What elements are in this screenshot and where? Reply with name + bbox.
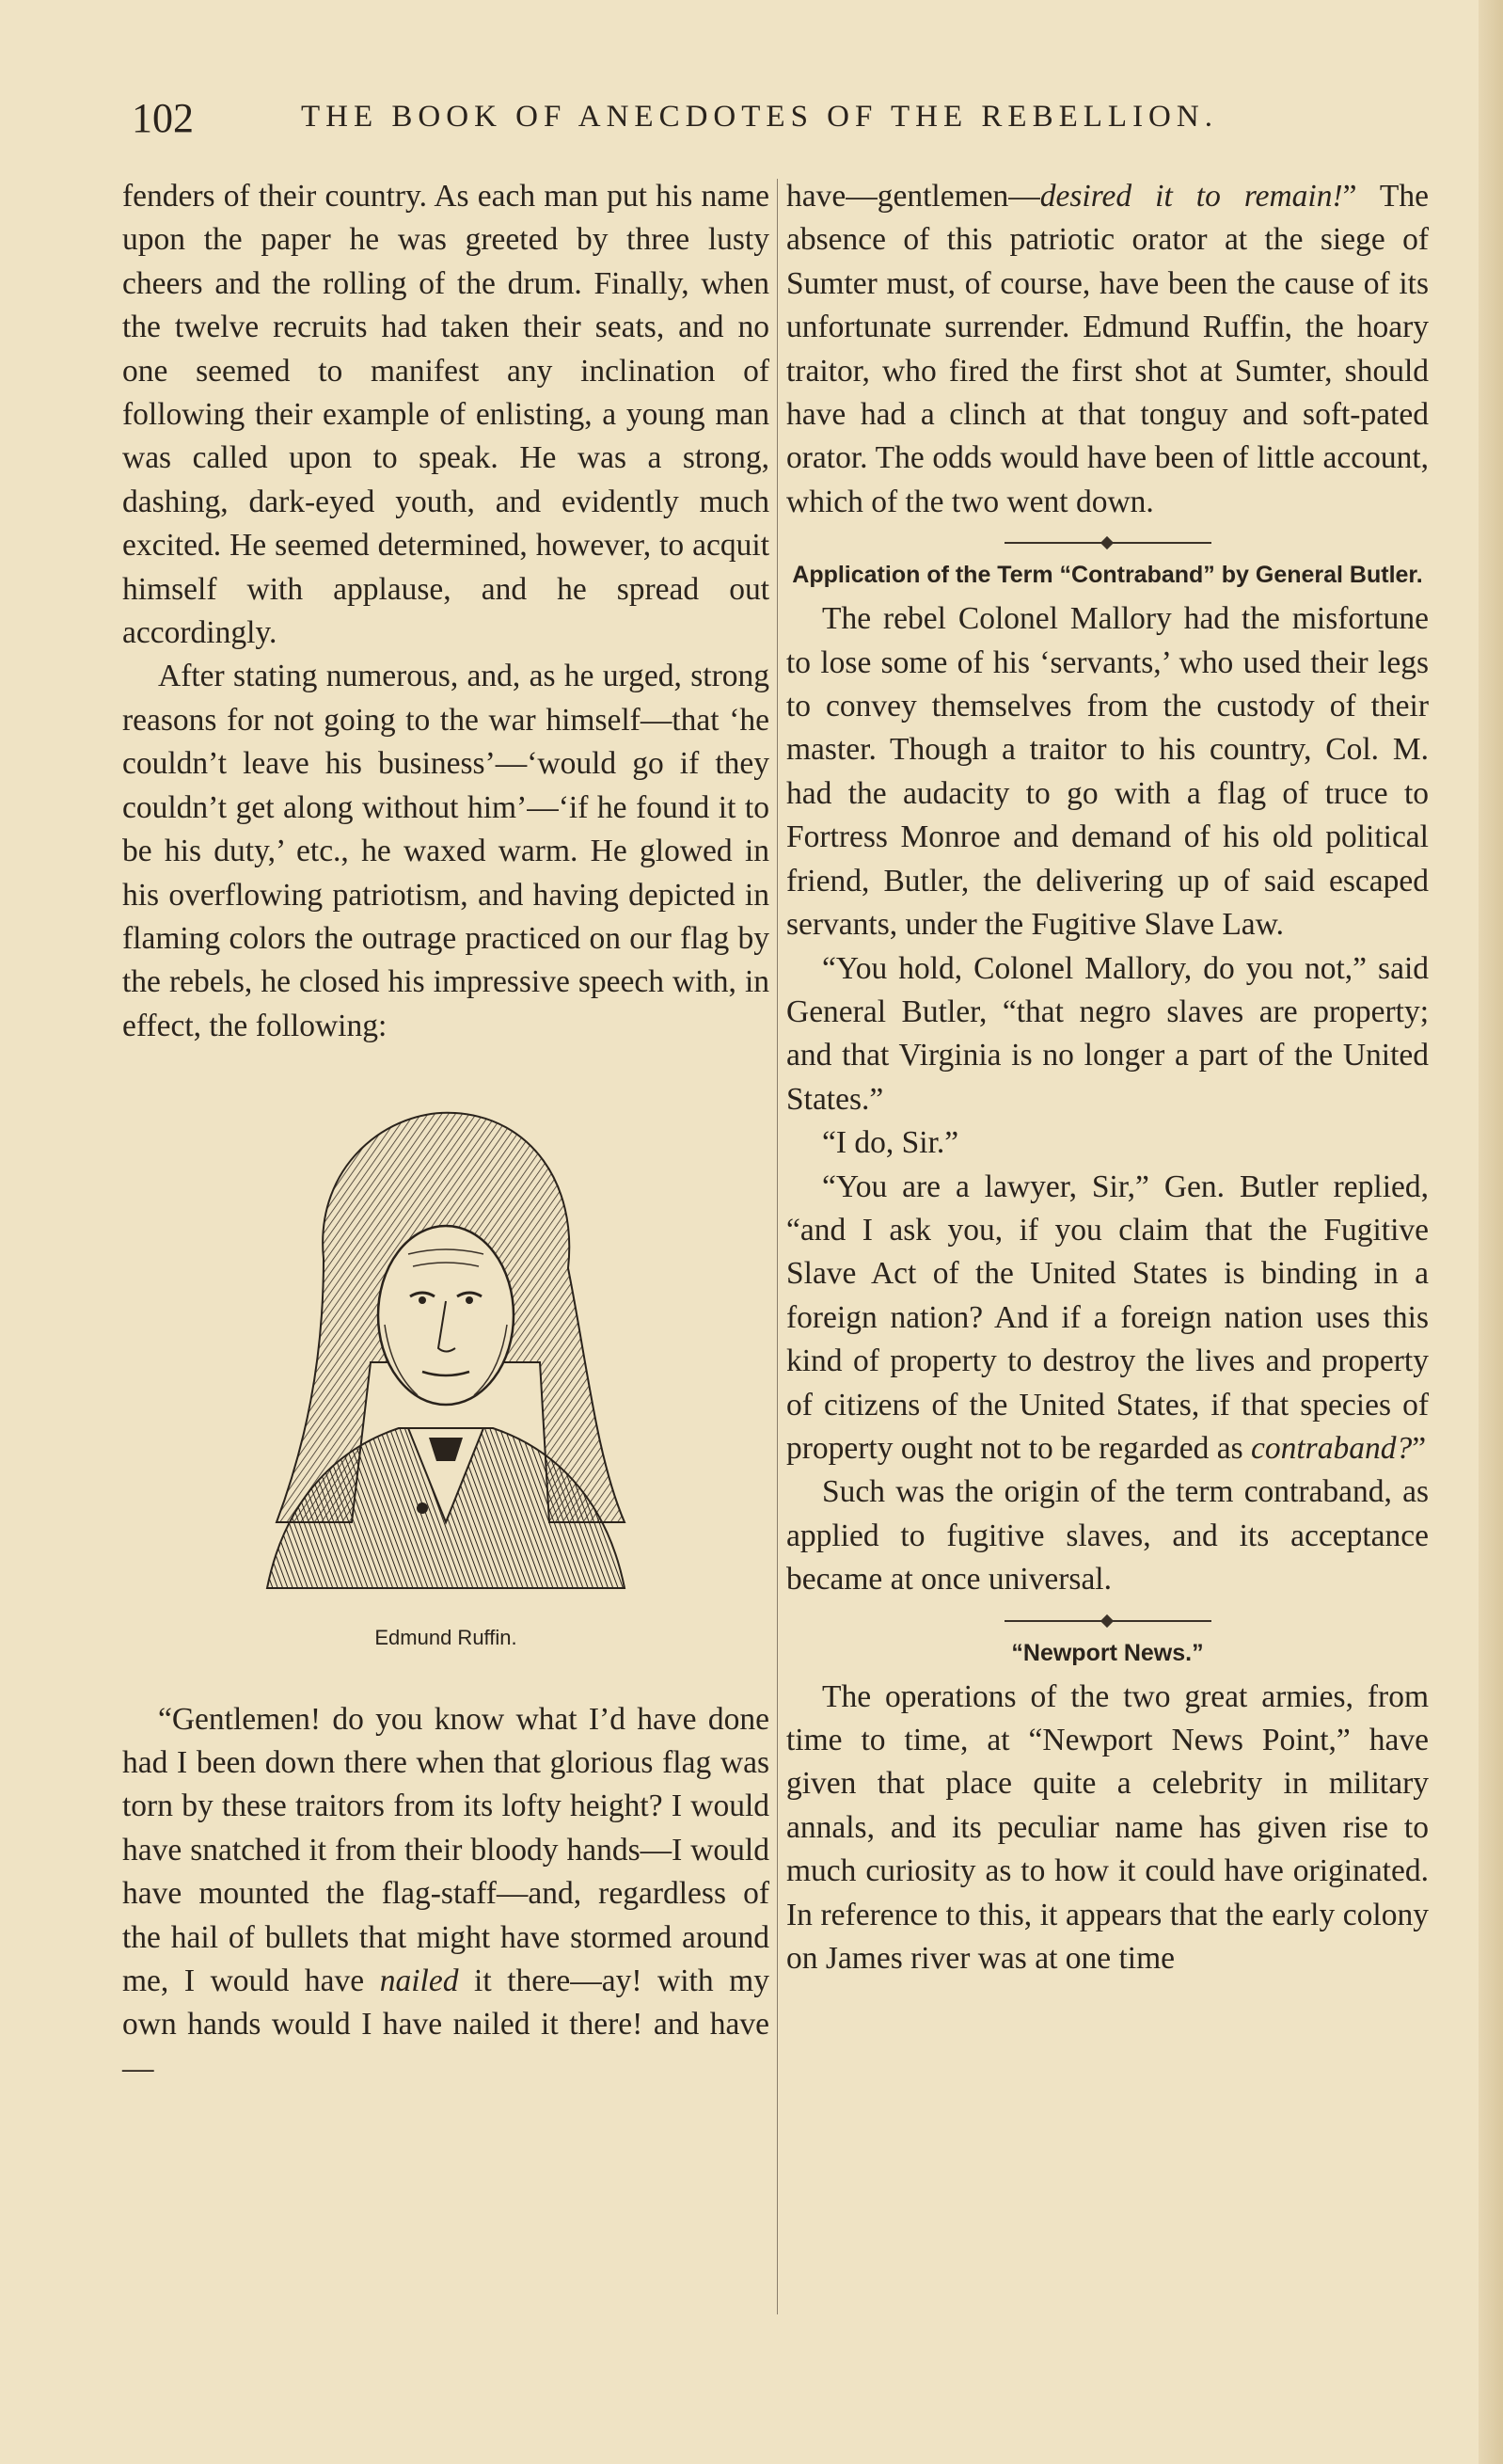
section-divider	[1005, 1612, 1211, 1630]
paragraph: The rebel Colonel Mallory had the misfortune to lose some of his ‘servants,’ who used their legs to convey themselves from the custody of their master. Though a traitor to his country, Col. M. had the audacity to go with a flag of truce to Fortress Monroe and demand of his old political friend, Butler, the delivering up of said escaped servants, under the Fugitive Slave Law.	[786, 601, 1429, 943]
paragraph	[786, 1166, 1429, 1471]
column-divider	[777, 179, 778, 2314]
text-run: ”	[1412, 1430, 1427, 1466]
text-run: “You are a lawyer, Sir,” Gen. Butler replied, “and I ask you, if you claim that the Fugitive Slave Act of the United States is binding in a foreign nation? And if a foreign nation uses this kind of property to destroy the lives and property of citizens of the United States, if that species of property ought not to be regarded as	[786, 1168, 1429, 1466]
paragraph: After stating numerous, and, as he urged, strong reasons for not going to the war himself—that ‘he couldn’t leave his business’—‘would go if they couldn’t get along without him’—‘if he found it to be his duty,’ etc., he waxed warm. He glowed in his overflowing patriotism, and having depicted in flaming colors the outrage practiced on our flag by the rebels, he closed his impressive speech with, in effect, the following:	[122, 659, 769, 1043]
paragraph	[786, 175, 1429, 524]
right-column	[786, 175, 1429, 1980]
text-run: “Gentlemen! do you know what I’d have done had I been down there when that glorious flag was torn by these traitors from its lofty height? I would have snatched it from their bloody hands—I would have mounted the flag-staff—and, regardless of the hail of bullets that might have stormed around me, I would have	[122, 1701, 769, 1998]
italic-text: contraband?	[1250, 1430, 1413, 1466]
portrait-caption: Edmund Ruffin.	[374, 1626, 517, 1650]
text-run: it there—ay! with my own hands would I have nailed it there! and have—	[122, 1963, 769, 2086]
paragraph: “You hold, Colonel Mallory, do you not,” said General Butler, “that negro slaves are property; and that Virginia is no longer a part of the United States.”	[786, 950, 1429, 1117]
paragraph	[122, 1698, 769, 2091]
paragraph: The operations of the two great armies, from time to time, at “Newport News Point,” have given that place quite a celebrity in military annals, and its peculiar name has given rise to much curiosity as to how it could have originated. In reference to this, it appears that the early colony on James river was at one time	[786, 1678, 1429, 1977]
section-divider	[1005, 533, 1211, 552]
page-header	[132, 94, 1274, 141]
page-number: 102	[132, 95, 194, 141]
text-run: have—gentlemen—	[786, 179, 1040, 214]
italic-text: nailed	[379, 1963, 459, 1998]
paragraph: “I do, Sir.”	[822, 1125, 959, 1161]
page-edge	[1479, 0, 1503, 2464]
edmund-ruffin-portrait	[182, 1080, 709, 1607]
section-heading: “Newport News.”	[1011, 1639, 1204, 1666]
section-heading: Application of the Term “Contraband” by General Butler.	[792, 562, 1423, 589]
italic-text: desired it to remain!	[1039, 179, 1343, 214]
running-title: THE BOOK OF ANECDOTES OF THE REBELLION.	[301, 100, 1218, 134]
left-column	[122, 175, 769, 2090]
paragraph: Such was the origin of the term contraband, as applied to fugitive slaves, and its acceptance became at once universal.	[786, 1474, 1429, 1598]
text-run: ” The absence of this patriotic orator at the siege of Sumter must, of course, have been the cause of its unfortunate surrender. Edmund Ruffin, the hoary traitor, who fired the first shot at Sumter, should have had a clinch at that tonguy and soft-pated orator. The odds would have been of little account, which of the two went down.	[786, 179, 1429, 519]
paragraph: fenders of their country. As each man put his name upon the paper he was greeted by three lusty cheers and the rolling of the drum. Finally, when the twelve recruits had taken their seats, and no one seemed to manifest any inclination of following their example of enlisting, a young man was called upon to speak. He was a strong, dashing, dark-eyed youth, and evidently much excited. He seemed determined, however, to acquit himself with applause, and he spread out accordingly.	[122, 179, 769, 651]
